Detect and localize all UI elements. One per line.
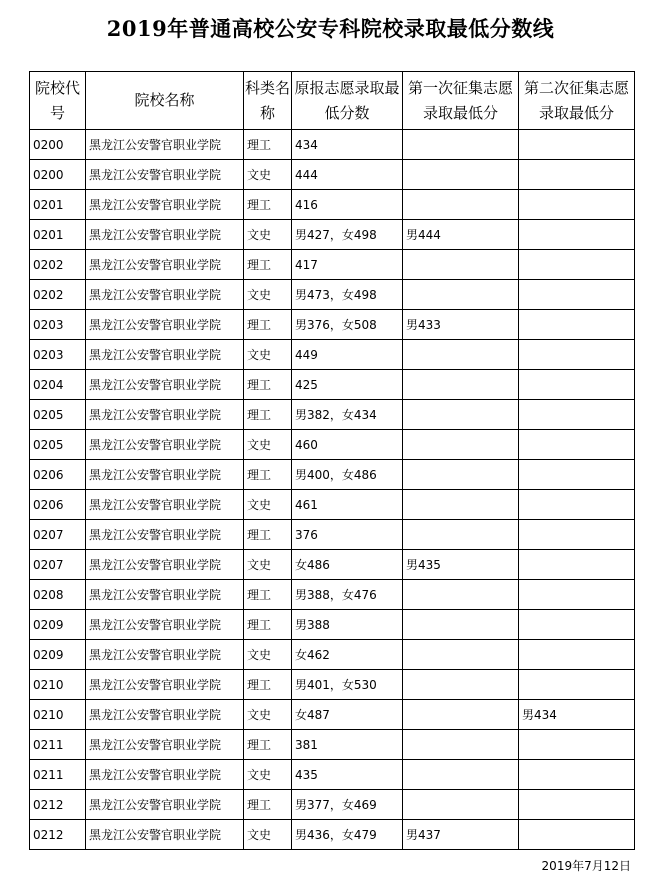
cell-original: 女486 (292, 550, 403, 580)
cell-second (519, 730, 635, 760)
cell-original: 449 (292, 340, 403, 370)
cell-code: 0209 (30, 610, 86, 640)
cell-name: 黑龙江公安警官职业学院 (86, 820, 244, 850)
cell-name: 黑龙江公安警官职业学院 (86, 490, 244, 520)
cell-original: 男436，女479 (292, 820, 403, 850)
table-header-row (30, 72, 635, 130)
score-table (29, 71, 635, 850)
cell-code: 0201 (30, 190, 86, 220)
cell-code: 0205 (30, 400, 86, 430)
cell-category: 文史 (244, 430, 292, 460)
cell-first (403, 160, 519, 190)
cell-name: 黑龙江公安警官职业学院 (86, 190, 244, 220)
cell-name: 黑龙江公安警官职业学院 (86, 160, 244, 190)
table-row (30, 430, 635, 460)
cell-category: 文史 (244, 280, 292, 310)
cell-second (519, 220, 635, 250)
cell-name: 黑龙江公安警官职业学院 (86, 730, 244, 760)
cell-second (519, 670, 635, 700)
cell-first: 男435 (403, 550, 519, 580)
cell-original: 435 (292, 760, 403, 790)
cell-first (403, 130, 519, 160)
cell-name: 黑龙江公安警官职业学院 (86, 400, 244, 430)
cell-category: 理工 (244, 790, 292, 820)
cell-second: 男434 (519, 700, 635, 730)
cell-second (519, 460, 635, 490)
cell-first (403, 790, 519, 820)
cell-code: 0211 (30, 760, 86, 790)
table-row (30, 580, 635, 610)
cell-original: 男427，女498 (292, 220, 403, 250)
header-first: 第一次征集志愿录取最低分 (403, 72, 519, 130)
cell-original: 女462 (292, 640, 403, 670)
cell-second (519, 610, 635, 640)
cell-second (519, 550, 635, 580)
cell-first (403, 580, 519, 610)
cell-code: 0203 (30, 310, 86, 340)
cell-name: 黑龙江公安警官职业学院 (86, 610, 244, 640)
cell-code: 0209 (30, 640, 86, 670)
header-name: 院校名称 (86, 72, 244, 130)
cell-second (519, 820, 635, 850)
cell-second (519, 580, 635, 610)
cell-first: 男433 (403, 310, 519, 340)
cell-original: 461 (292, 490, 403, 520)
cell-original: 男388 (292, 610, 403, 640)
header-code: 院校代号 (30, 72, 86, 130)
cell-category: 理工 (244, 310, 292, 340)
cell-category: 文史 (244, 820, 292, 850)
cell-second (519, 640, 635, 670)
table-row (30, 670, 635, 700)
cell-first (403, 610, 519, 640)
table-row (30, 520, 635, 550)
cell-second (519, 520, 635, 550)
cell-second (519, 160, 635, 190)
cell-name: 黑龙江公安警官职业学院 (86, 430, 244, 460)
cell-second (519, 400, 635, 430)
cell-original: 男401，女530 (292, 670, 403, 700)
cell-first (403, 370, 519, 400)
table-row (30, 340, 635, 370)
cell-category: 理工 (244, 670, 292, 700)
cell-original: 444 (292, 160, 403, 190)
cell-original: 376 (292, 520, 403, 550)
cell-name: 黑龙江公安警官职业学院 (86, 310, 244, 340)
table-row (30, 790, 635, 820)
cell-first (403, 250, 519, 280)
table-row (30, 370, 635, 400)
table-row (30, 700, 635, 730)
cell-second (519, 190, 635, 220)
cell-code: 0210 (30, 700, 86, 730)
cell-first (403, 280, 519, 310)
cell-code: 0206 (30, 490, 86, 520)
cell-category: 文史 (244, 550, 292, 580)
cell-original: 460 (292, 430, 403, 460)
cell-name: 黑龙江公安警官职业学院 (86, 700, 244, 730)
cell-category: 文史 (244, 160, 292, 190)
cell-category: 文史 (244, 340, 292, 370)
table-row (30, 400, 635, 430)
cell-name: 黑龙江公安警官职业学院 (86, 280, 244, 310)
cell-original: 416 (292, 190, 403, 220)
cell-original: 男388，女476 (292, 580, 403, 610)
cell-second (519, 490, 635, 520)
cell-first (403, 490, 519, 520)
cell-name: 黑龙江公安警官职业学院 (86, 250, 244, 280)
publish-date: 2019年7月12日 (541, 859, 631, 873)
table-row (30, 460, 635, 490)
cell-first (403, 670, 519, 700)
cell-original: 417 (292, 250, 403, 280)
cell-name: 黑龙江公安警官职业学院 (86, 670, 244, 700)
cell-code: 0202 (30, 280, 86, 310)
cell-original: 425 (292, 370, 403, 400)
cell-second (519, 370, 635, 400)
cell-category: 文史 (244, 220, 292, 250)
table-row (30, 490, 635, 520)
page-title: 2019年普通高校公安专科院校录取最低分数线 (106, 16, 555, 41)
cell-category: 理工 (244, 730, 292, 760)
cell-category: 理工 (244, 610, 292, 640)
cell-first: 男437 (403, 820, 519, 850)
cell-category: 理工 (244, 130, 292, 160)
cell-category: 理工 (244, 400, 292, 430)
cell-code: 0202 (30, 250, 86, 280)
table-row (30, 310, 635, 340)
cell-category: 文史 (244, 490, 292, 520)
cell-first (403, 430, 519, 460)
cell-first (403, 700, 519, 730)
table-row (30, 550, 635, 580)
cell-name: 黑龙江公安警官职业学院 (86, 640, 244, 670)
cell-original: 男473，女498 (292, 280, 403, 310)
header-category: 科类名称 (244, 72, 292, 130)
header-second: 第二次征集志愿录取最低分 (519, 72, 635, 130)
cell-name: 黑龙江公安警官职业学院 (86, 370, 244, 400)
cell-name: 黑龙江公安警官职业学院 (86, 460, 244, 490)
table-row (30, 190, 635, 220)
table-row (30, 250, 635, 280)
cell-code: 0206 (30, 460, 86, 490)
table-row (30, 130, 635, 160)
header-original: 原报志愿录取最低分数 (292, 72, 403, 130)
cell-name: 黑龙江公安警官职业学院 (86, 520, 244, 550)
cell-second (519, 760, 635, 790)
cell-code: 0212 (30, 820, 86, 850)
cell-code: 0212 (30, 790, 86, 820)
cell-name: 黑龙江公安警官职业学院 (86, 760, 244, 790)
cell-code: 0208 (30, 580, 86, 610)
cell-first (403, 520, 519, 550)
table-row (30, 610, 635, 640)
cell-code: 0211 (30, 730, 86, 760)
cell-original: 男376，女508 (292, 310, 403, 340)
table-row (30, 760, 635, 790)
cell-category: 理工 (244, 580, 292, 610)
table-row (30, 220, 635, 250)
cell-category: 理工 (244, 520, 292, 550)
cell-code: 0204 (30, 370, 86, 400)
cell-category: 文史 (244, 640, 292, 670)
cell-name: 黑龙江公安警官职业学院 (86, 340, 244, 370)
cell-name: 黑龙江公安警官职业学院 (86, 220, 244, 250)
cell-first (403, 760, 519, 790)
table-row (30, 160, 635, 190)
table-row (30, 730, 635, 760)
cell-original: 434 (292, 130, 403, 160)
cell-second (519, 250, 635, 280)
cell-second (519, 790, 635, 820)
cell-category: 理工 (244, 460, 292, 490)
cell-original: 男382，女434 (292, 400, 403, 430)
table-row (30, 640, 635, 670)
cell-code: 0207 (30, 550, 86, 580)
cell-original: 男377，女469 (292, 790, 403, 820)
cell-original: 女487 (292, 700, 403, 730)
cell-second (519, 340, 635, 370)
cell-category: 文史 (244, 760, 292, 790)
cell-code: 0200 (30, 130, 86, 160)
cell-code: 0210 (30, 670, 86, 700)
cell-name: 黑龙江公安警官职业学院 (86, 790, 244, 820)
cell-first (403, 730, 519, 760)
cell-code: 0207 (30, 520, 86, 550)
cell-name: 黑龙江公安警官职业学院 (86, 550, 244, 580)
cell-category: 文史 (244, 700, 292, 730)
cell-first (403, 640, 519, 670)
table-row (30, 820, 635, 850)
cell-first (403, 460, 519, 490)
cell-first (403, 190, 519, 220)
cell-second (519, 130, 635, 160)
cell-code: 0201 (30, 220, 86, 250)
cell-name: 黑龙江公安警官职业学院 (86, 580, 244, 610)
table-body (30, 130, 635, 850)
cell-original: 男400，女486 (292, 460, 403, 490)
cell-second (519, 430, 635, 460)
cell-code: 0205 (30, 430, 86, 460)
cell-first (403, 400, 519, 430)
table-row (30, 280, 635, 310)
cell-category: 理工 (244, 250, 292, 280)
cell-second (519, 310, 635, 340)
cell-category: 理工 (244, 190, 292, 220)
cell-second (519, 280, 635, 310)
cell-original: 381 (292, 730, 403, 760)
cell-code: 0200 (30, 160, 86, 190)
cell-category: 理工 (244, 370, 292, 400)
cell-first (403, 340, 519, 370)
cell-first: 男444 (403, 220, 519, 250)
cell-name: 黑龙江公安警官职业学院 (86, 130, 244, 160)
cell-code: 0203 (30, 340, 86, 370)
